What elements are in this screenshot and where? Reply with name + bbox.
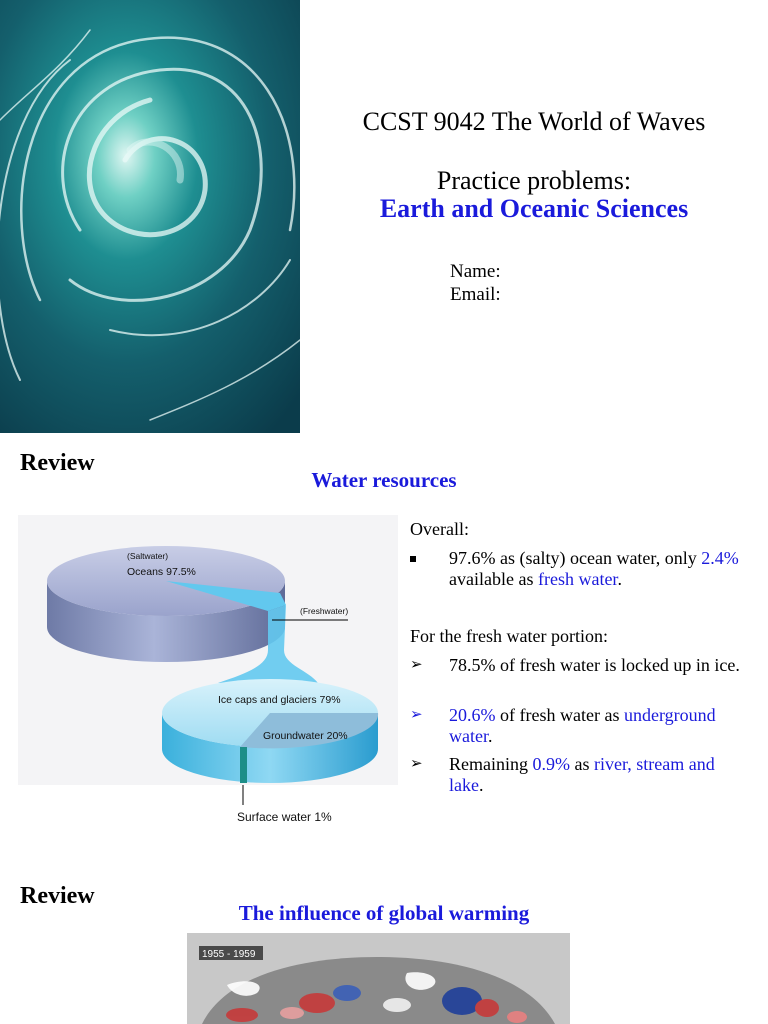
ocean-temperature-map — [187, 933, 570, 1024]
name-label: Name: — [450, 261, 501, 282]
surface-water-slice — [240, 747, 247, 783]
arrow-bullet-icon: ➢ — [410, 657, 423, 673]
review-heading-2: Review — [20, 883, 95, 909]
square-bullet-icon — [410, 548, 416, 569]
email-label: Email: — [450, 284, 501, 305]
bullet-ocean-water: 97.6% as (salty) ocean water, only 2.4% available as fresh water. — [410, 548, 750, 592]
water-resources-title: Water resources — [311, 468, 457, 492]
ice-caps-label: Ice caps and glaciers 79% — [218, 694, 341, 706]
review-heading: Review — [20, 450, 95, 476]
fresh-water-label: For the fresh water portion: — [410, 626, 608, 646]
ocean-swirl-image — [0, 0, 300, 433]
saltwater-label: (Saltwater) — [127, 551, 169, 561]
course-title: CCST 9042 The World of Waves — [362, 107, 706, 136]
subtitle-practice: Practice problems: — [436, 166, 632, 195]
arrow-bullet-icon: ➢ — [410, 707, 423, 723]
global-warming-title: The influence of global warming — [238, 901, 530, 925]
surface-water-label: Surface water 1% — [237, 810, 332, 824]
overall-label: Overall: — [410, 519, 469, 539]
water-pie-chart — [18, 515, 398, 830]
bullet-underground: ➢ 20.6% of fresh water as underground water. — [410, 705, 716, 746]
arrow-bullet-icon: ➢ — [410, 756, 423, 772]
bullet-ice: ➢ 78.5% of fresh water is locked up in ice. — [410, 655, 740, 675]
subtitle-topic: Earth and Oceanic Sciences — [379, 194, 689, 223]
groundwater-label: Groundwater 20% — [263, 730, 348, 742]
freshwater-label: (Freshwater) — [300, 606, 349, 616]
map-period-label: 1955 - 1959 — [202, 949, 256, 960]
oceans-label: Oceans 97.5% — [127, 566, 196, 578]
bullet-remaining: ➢ Remaining 0.9% as river, stream and lake. — [410, 754, 715, 795]
